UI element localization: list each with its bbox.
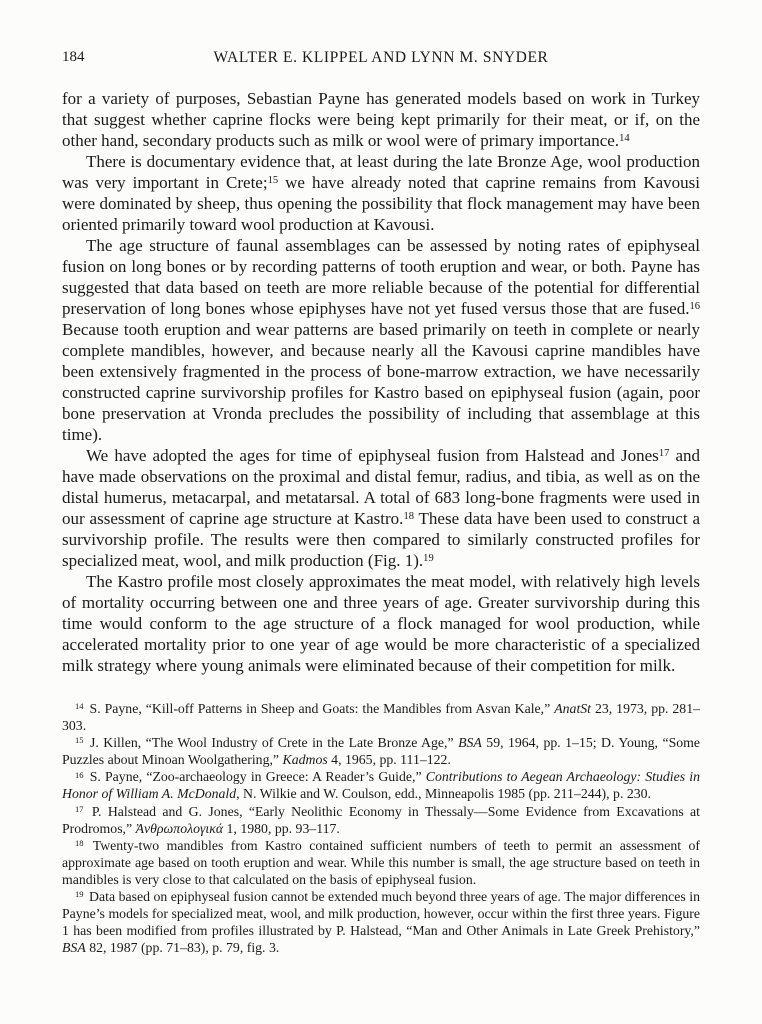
footnote [62, 700, 700, 734]
text-run: Because tooth eruption and wear patterns are based primarily on teeth in complete or nearly complete mandibles, however, and because nearly all the Kavousi caprine mandibles have been extensively fragmented in the process of bone-marrow extraction, we have necessarily constructed caprine survivorship profiles for Kastro based on epiphyseal fusion (again, poor bone preservation at Vronda precludes the possibility of including that assemblage at this time). [62, 320, 700, 444]
text-run: , N. Wilkie and W. Coulson, edd., Minneapolis 1985 (pp. 211–244), p. 230. [236, 786, 651, 802]
italic-title: Contributions to Aegean Archaeology: Studies in Honor of William A. McDonald [62, 769, 701, 802]
text-run: 23, 1973, pp. 281–303. [62, 701, 700, 734]
italic-title: Kadmos [282, 752, 328, 768]
text-run: S. Payne, “Kill-off Patterns in Sheep and Goats: the Mandibles from Asvan Kale,” [89, 701, 555, 716]
text-run: J. Killen, “The Wool Industry of Crete in the Late Bronze Age,” [90, 735, 459, 751]
footnote-ref: 16 [689, 301, 700, 313]
text-run: 4, 1965, pp. 111–122. [327, 752, 451, 768]
text-run: 82, 1987 (pp. 71–83), p. 79, fig. 3. [85, 940, 280, 956]
footnote-ref: 19 [423, 553, 434, 565]
text-run: 1, 1980, pp. 93–117. [223, 820, 340, 836]
body-paragraph [62, 88, 700, 151]
footnote-ref: 18 [403, 511, 414, 523]
footnotes [62, 700, 700, 956]
text-run: 59, 1964, pp. 1–15; D. Young, “Some Puzzles about Minoan Woolgathering,” [62, 735, 701, 768]
text-run: and have made observations on the proximal and distal femur, radius, and tibia, as well as on the distal humerus, metacarpal, and metatarsal. A total of 683 long-bone fragments were used in our assessment of caprine age structure at Kastro. [62, 446, 701, 528]
footnote-number: 16 [75, 769, 84, 780]
footnote [62, 837, 700, 888]
text-run: Twenty-two mandibles from Kastro contained sufficient numbers of teeth to permit an assessment of approximate age based on tooth eruption and wear. While this number is small, the age structure based on teeth in mandibles is very close to that calculated on the basis of epiphyseal fusion. [62, 837, 701, 887]
footnote-ref: 17 [658, 448, 670, 460]
text-run: The age structure of faunal assemblages can be assessed by noting rates of epiphyseal fusion on long bones or by recording patterns of tooth eruption and wear, or both. Payne has suggested that data based on teeth are more reliable because of the potential for differential preservation of long bones whose epiphyses have not yet fused versus those that are fused. [62, 236, 700, 318]
footnote [62, 768, 700, 802]
footnote-ref: 14 [619, 133, 630, 145]
body-paragraph [62, 571, 700, 676]
text-run: S. Payne, “Zoo-archaeology in Greece: A Reader’s Guide,” [89, 769, 426, 785]
text-run: P. Halstead and G. Jones, “Early Neolithic Economy in Thessaly—Some Evidence from Excavations at Prodromos,” [62, 803, 700, 836]
footnote [62, 734, 700, 768]
footnote-number: 14 [75, 701, 84, 712]
body-text [62, 88, 700, 676]
footnote-number: 15 [75, 735, 84, 746]
page-number: 184 [62, 49, 85, 65]
text-run: for a variety of purposes, Sebastian Payne has generated models based on work in Turkey that suggest whether caprine flocks were being kept primarily for their meat, or if, on the other hand, secondary products such as milk or wool were of primary importance. [62, 89, 700, 150]
footnote [62, 888, 700, 956]
body-paragraph [62, 151, 700, 235]
italic-title: Ἀνθρωπολογικά [135, 820, 224, 836]
footnote-ref: 15 [267, 175, 279, 187]
text-run: we have already noted that caprine remains from Kavousi were dominated by sheep, thus opening the possibility that flock management may have been oriented primarily toward wool production at Kavousi. [62, 173, 700, 234]
italic-title: AnatSt [554, 701, 592, 716]
footnote-number: 19 [75, 889, 84, 900]
running-head: WALTER E. KLIPPEL AND LYNN M. SNYDER [213, 49, 549, 66]
footnote [62, 803, 700, 837]
text-run: Data based on epiphyseal fusion cannot be extended much beyond three years of age. The major differences in Payne’s models for specialized meat, wool, and milk production, however, occur within the first three years. Figure 1 has been modified from profiles illustrated by P. Halstead, “Man and Other Animals in Late Greek Prehistory,” [62, 889, 700, 939]
body-paragraph [62, 445, 700, 571]
footnote-number: 17 [75, 803, 84, 814]
text-run: We have adopted the ages for time of epiphyseal fusion from Halstead and Jones [86, 446, 659, 465]
italic-title: BSA [458, 735, 482, 751]
text-run: There is documentary evidence that, at least during the late Bronze Age, wool production was very important in Crete; [62, 152, 700, 192]
text-run: These data have been used to construct a survivorship profile. The results were then compared to similarly constructed profiles for specialized meat, wool, and milk production (Fig. 1). [62, 509, 701, 570]
italic-title: BSA [62, 940, 86, 956]
page-header [62, 49, 700, 67]
text-run: The Kastro profile most closely approximates the meat model, with relatively high levels of mortality occurring between one and three years of age. Greater survivorship during this time would conform to the age structure of a flock managed for wool production, while accelerated mortality prior to one year of age would be more characteristic of a specialized milk strategy where young animals were eliminated because of their competition for milk. [62, 572, 700, 675]
footnote-number: 18 [75, 837, 84, 848]
body-paragraph [62, 235, 700, 445]
